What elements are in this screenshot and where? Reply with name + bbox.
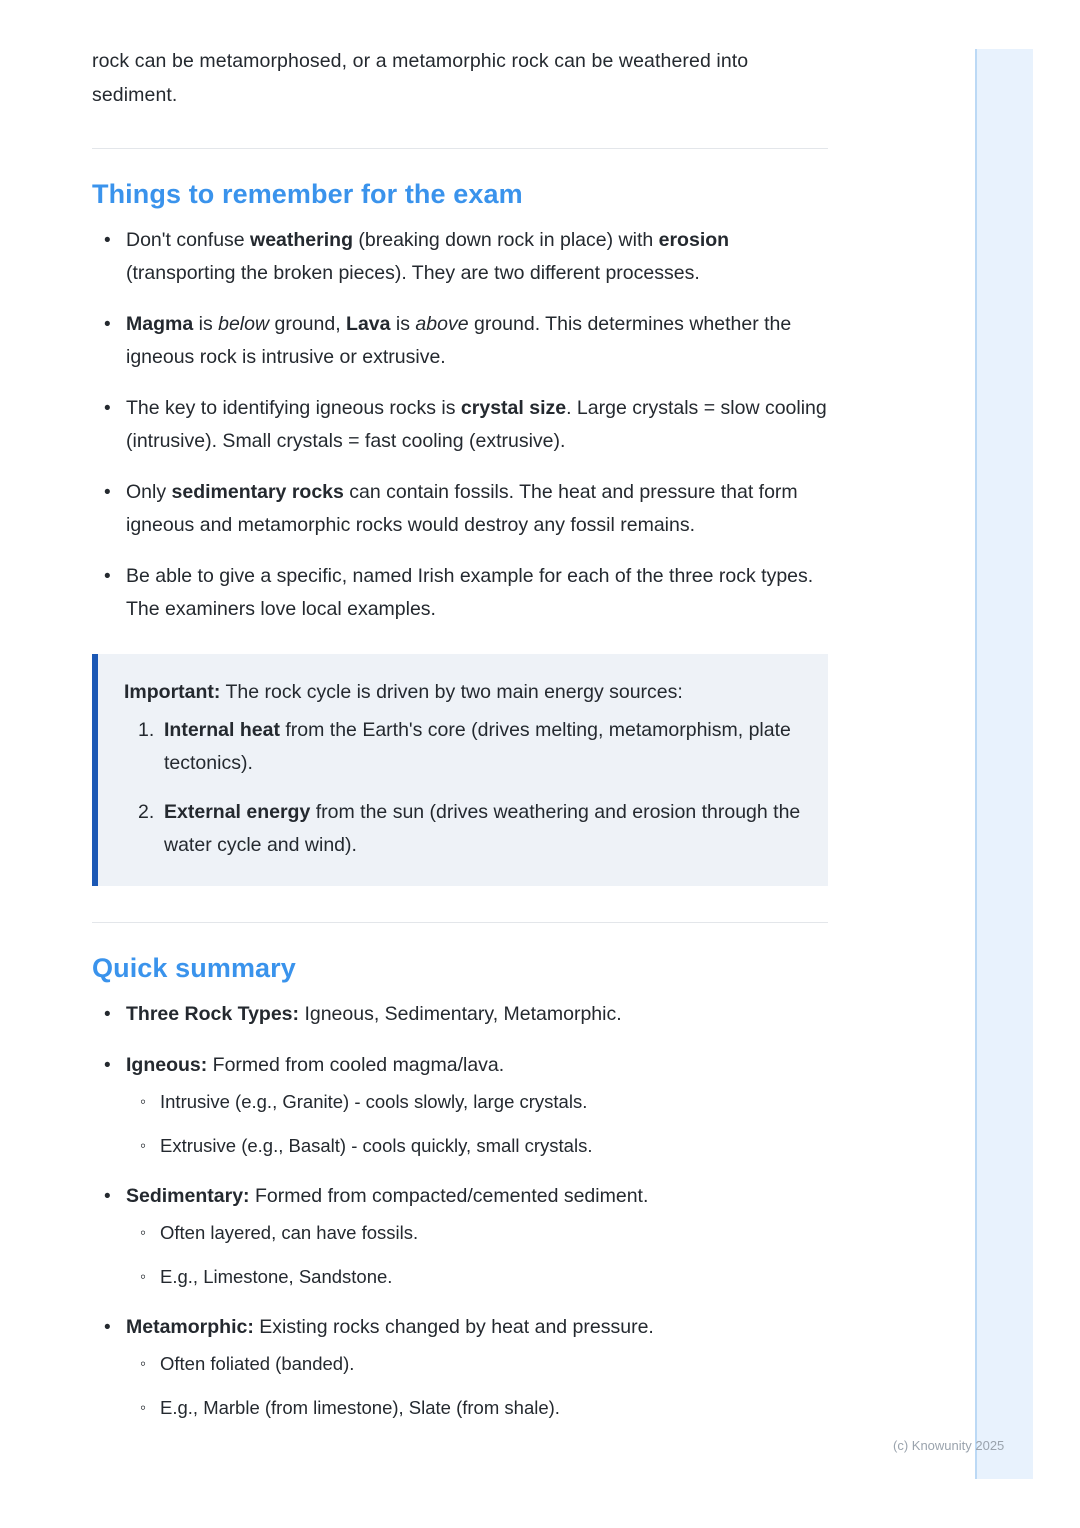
text-run: Existing rocks changed by heat and pressure. <box>253 1316 654 1338</box>
page-side-panel <box>975 49 1033 1479</box>
callout-label: Important: <box>124 681 221 703</box>
text-run: Formed from compacted/cemented sediment. <box>249 1185 649 1207</box>
sub-list-item: ◦ E.g., Marble (from limestone), Slate (from shale). <box>160 1392 828 1424</box>
list-item <box>124 1180 828 1293</box>
emphasis-bold: Igneous: <box>126 1054 208 1076</box>
sub-list-item: ◦ Intrusive (e.g., Granite) - cools slowly, large crystals. <box>160 1086 828 1118</box>
sub-list <box>126 1086 828 1162</box>
intro-paragraph: rock can be metamorphosed, or a metamorphic rock can be weathered into sediment. <box>92 50 749 106</box>
list-item <box>124 308 828 374</box>
callout-list-item <box>164 796 802 862</box>
emphasis-bold: External energy <box>164 801 311 823</box>
important-callout <box>92 654 828 886</box>
list-item <box>124 224 828 290</box>
quick-summary-list <box>92 998 828 1424</box>
text-run: Only <box>126 481 172 503</box>
emphasis-bold: sedimentary rocks <box>171 481 344 503</box>
emphasis-bold: Three Rock Types: <box>126 1003 300 1025</box>
emphasis-bold: Lava <box>346 313 391 335</box>
document-content <box>92 44 828 1442</box>
list-item <box>124 1311 828 1424</box>
emphasis-bold: Metamorphic: <box>126 1316 254 1338</box>
section-divider <box>92 148 828 149</box>
emphasis-bold: Magma <box>126 313 194 335</box>
list-item <box>124 998 828 1031</box>
text-run: ground, <box>269 313 347 335</box>
text-run: The key to identifying igneous rocks is <box>126 397 461 419</box>
text-run: Formed from cooled magma/lava. <box>207 1054 505 1076</box>
footer-credit: (c) Knowunity 2025 <box>893 1438 1005 1453</box>
text-run: ground. This determines whether the igneous rock is intrusive or extrusive. <box>126 313 792 368</box>
sub-list-item: ◦ E.g., Limestone, Sandstone. <box>160 1261 828 1293</box>
text-run: . Large crystals = slow cooling (intrusive). Small crystals = fast cooling (extrusive). <box>126 397 827 452</box>
list-item <box>124 560 828 626</box>
sub-list-item: ◦ Often foliated (banded). <box>160 1348 828 1380</box>
text-run: Igneous, Sedimentary, Metamorphic. <box>299 1003 622 1025</box>
sub-list <box>126 1217 828 1293</box>
text-run: from the Earth's core (drives melting, metamorphism, plate tectonics). <box>164 719 791 774</box>
list-item <box>124 476 828 542</box>
emphasis-bold: erosion <box>658 229 730 251</box>
emphasis-bold: crystal size <box>460 397 567 419</box>
section-title-exam: Things to remember for the exam <box>92 179 523 209</box>
text-run: can contain fossils. The heat and pressure that form igneous and metamorphic rocks would destroy any fossil remains. <box>126 481 798 536</box>
list-item <box>124 392 828 458</box>
emphasis-bold: Sedimentary: <box>126 1185 250 1207</box>
text-run: from the sun (drives weathering and erosion through the water cycle and wind). <box>164 801 801 856</box>
callout-lead <box>124 676 802 708</box>
callout-list <box>124 714 802 862</box>
list-item <box>124 1049 828 1162</box>
section-title-summary: Quick summary <box>92 953 296 983</box>
text-run: (breaking down rock in place) with <box>352 229 659 251</box>
section-divider-2 <box>92 922 828 923</box>
text-run: is <box>193 313 219 335</box>
exam-tips-list <box>92 224 828 626</box>
sub-list-item: ◦ Often layered, can have fossils. <box>160 1217 828 1249</box>
text-run: is <box>390 313 416 335</box>
emphasis-italic: below <box>218 313 270 335</box>
sub-list-item: ◦ Extrusive (e.g., Basalt) - cools quickly, small crystals. <box>160 1130 828 1162</box>
callout-lead-text: The rock cycle is driven by two main energy sources: <box>220 681 683 703</box>
emphasis-italic: above <box>415 313 469 335</box>
callout-list-item <box>164 714 802 780</box>
text-run: (transporting the broken pieces). They are two different processes. <box>126 262 700 284</box>
emphasis-bold: weathering <box>250 229 353 251</box>
text-run: Be able to give a specific, named Irish example for each of the three rock types. The examiners love local examples. <box>126 565 814 620</box>
text-run: Don't confuse <box>126 229 251 251</box>
emphasis-bold: Internal heat <box>164 719 280 741</box>
sub-list <box>126 1348 828 1424</box>
